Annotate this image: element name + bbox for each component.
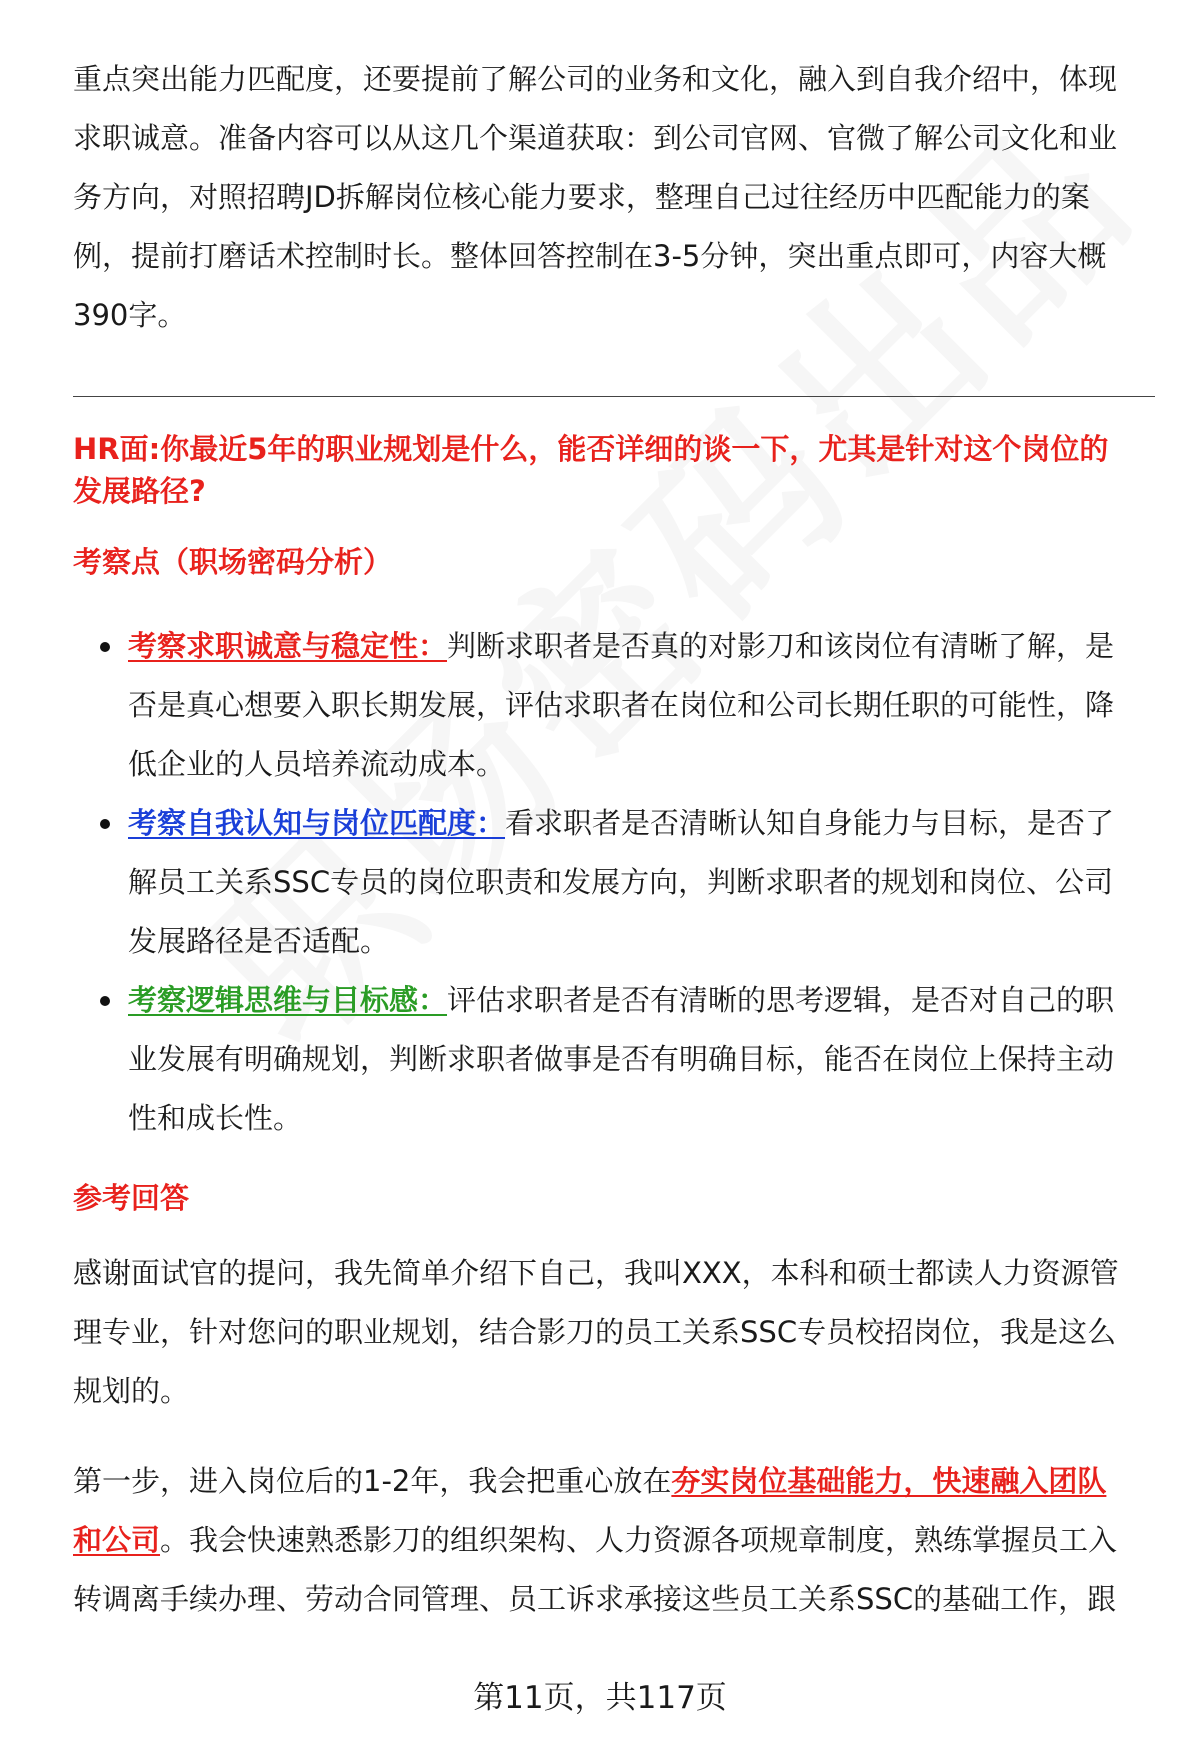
bullet-icon [100,996,110,1006]
list-item [73,971,1155,1148]
bullet-text: 判断求职者是否真的对影刀和该岗位有清晰了解，是 [447,629,1115,663]
bullet-text: 解员工关系SSC专员的岗位职责和发展方向，判断求职者的规划和岗位、公司 [128,865,1114,899]
answer-line: 规划的。 [73,1374,190,1408]
analysis-title: 考察点（职场密码分析） [73,545,393,579]
answer-paragraph-1 [73,1244,1155,1421]
bullet-icon [100,819,110,829]
bullet-text: 低企业的人员培养流动成本。 [128,747,506,781]
intro-line: 390字。 [73,298,187,332]
intro-line: 重点突出能力匹配度，还要提前了解公司的业务和文化，融入到自我介绍中，体现 [73,62,1118,96]
question-line: HR面:你最近5年的职业规划是什么，能否详细的谈一下，尤其是针对这个岗位的 [73,432,1109,466]
answer-text: 。我会快速熟悉影刀的组织架构、人力资源各项规章制度，熟练掌握员工入 [160,1523,1118,1557]
bullet-text: 看求职者是否清晰认知自身能力与目标，是否了 [505,806,1115,840]
answer-paragraph-2 [73,1452,1155,1629]
question-line: 发展路径? [73,474,206,508]
answer-text: 第一步，进入岗位后的1-2年，我会把重心放在 [73,1464,672,1498]
list-item [73,794,1155,971]
bullet-text: 性和成长性。 [128,1101,303,1135]
answer-line: 转调离手续办理、劳动合同管理、员工诉求承接这些员工关系SSC的基础工作，跟 [73,1582,1117,1616]
bullet-text: 业发展有明确规划，判断求职者做事是否有明确目标，能否在岗位上保持主动 [128,1042,1115,1076]
answer-line: 理专业，针对您问的职业规划，结合影刀的员工关系SSC专员校招岗位，我是这么 [73,1315,1117,1349]
answer-highlight: 夯实岗位基础能力，快速融入团队 [671,1464,1107,1498]
bullet-text: 否是真心想要入职长期发展，评估求职者在岗位和公司长期任职的可能性，降 [128,688,1115,722]
question-heading [73,428,1155,512]
bullet-icon [100,642,110,652]
divider [73,396,1155,397]
answer-line [73,1511,1155,1570]
analysis-list [73,617,1155,1148]
intro-line: 务方向，对照招聘JD拆解岗位核心能力要求，整理自己过往经历中匹配能力的案 [73,180,1090,214]
list-item [73,617,1155,794]
page-number: 第11页，共117页 [473,1680,727,1716]
bullet-keyword: 考察逻辑思维与目标感： [128,983,448,1017]
bullet-text: 评估求职者是否有清晰的思考逻辑，是否对自己的职 [447,983,1115,1017]
answer-line [73,1452,1155,1511]
answer-highlight: 和公司 [73,1523,161,1557]
bullet-keyword: 考察求职诚意与稳定性： [128,629,448,663]
answer-title: 参考回答 [73,1181,190,1215]
intro-paragraph [73,50,1155,345]
bullet-keyword: 考察自我认知与岗位匹配度： [128,806,506,840]
answer-line: 感谢面试官的提问，我先简单介绍下自己，我叫XXX，本科和硕士都读人力资源管 [73,1256,1119,1290]
intro-line: 例，提前打磨话术控制时长。整体回答控制在3-5分钟，突出重点即可，内容大概 [73,239,1107,273]
bullet-text: 发展路径是否适配。 [128,924,390,958]
intro-line: 求职诚意。准备内容可以从这几个渠道获取：到公司官网、官微了解公司文化和业 [73,121,1118,155]
